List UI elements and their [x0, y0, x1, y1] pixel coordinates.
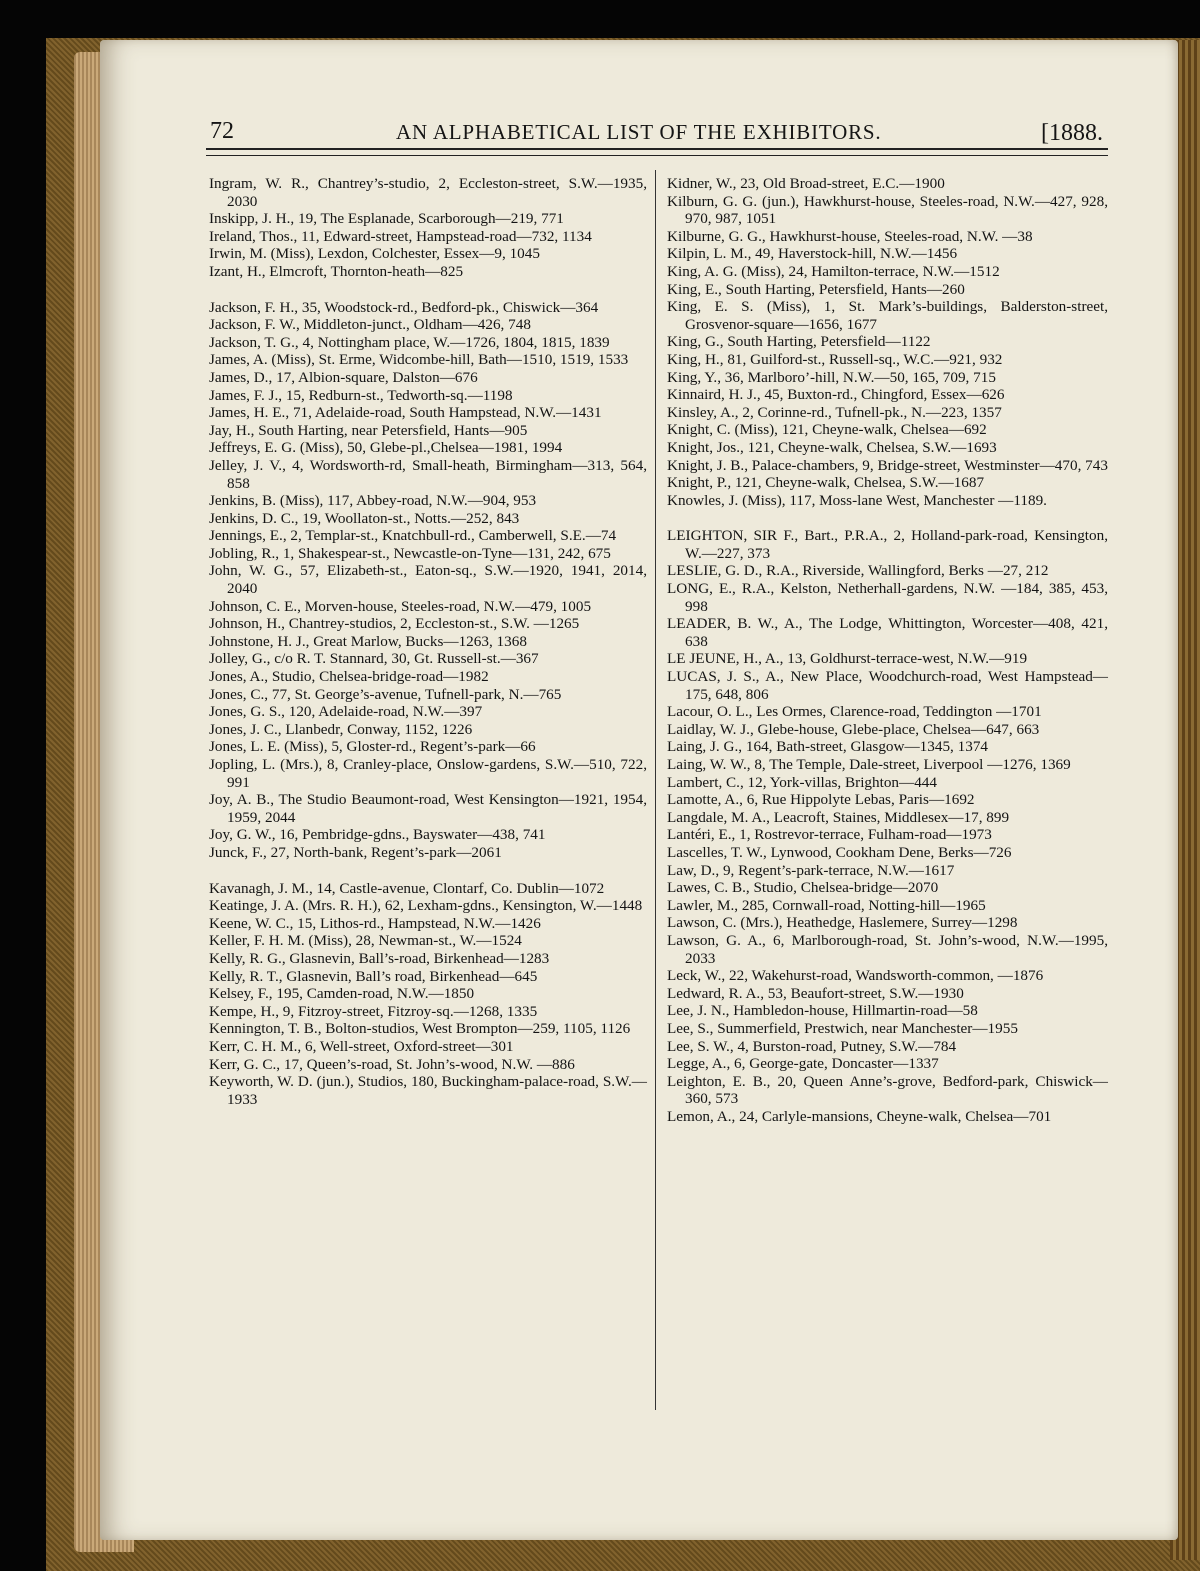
exhibitor-entry: Lascelles, T. W., Lynwood, Cookham Dene, Berks—726 [667, 843, 1012, 861]
exhibitor-entry: John, W. G., 57, Elizabeth-st., Eaton-sq., S.W.—1920, 1941, 2014, 2040 [209, 562, 647, 598]
exhibitor-entry: Lawson, G. A., 6, Marlborough-road, St. John’s-wood, N.W.—1995, 2033 [667, 931, 1108, 967]
exhibitor-entry: Kennington, T. B., Bolton-studios, West Brompton—259, 1105, 1126 [209, 1020, 631, 1038]
exhibitor-entry: LE JEUNE, H., A., 13, Goldhurst-terrace-west, N.W.—919 [667, 650, 1028, 668]
exhibitor-entry: Lawson, C. (Mrs.), Heathedge, Haslemere, Surrey—1298 [667, 914, 1018, 932]
exhibitor-entry: Laing, W. W., 8, The Temple, Dale-street, Liverpool —1276, 1369 [667, 756, 1071, 773]
exhibitor-entry: Lee, S., Summerfield, Prestwich, near Manchester—1955 [667, 1019, 1018, 1037]
exhibitor-entry: King, Y., 36, Marlboro’-hill, N.W.—50, 165, 709, 715 [667, 368, 996, 386]
exhibitor-entry: Jopling, L. (Mrs.), 8, Cranley-place, Onslow-gardens, S.W.—510, 722, 991 [209, 756, 647, 791]
exhibitor-entry: Kelly, R. G., Glasnevin, Ball’s-road, Birkenhead—1283 [209, 949, 550, 967]
exhibitor-entry: Johnson, C. E., Morven-house, Steeles-road, N.W.—479, 1005 [209, 597, 592, 615]
entry-group [667, 527, 1108, 1125]
exhibitor-entry: LONG, E., R.A., Kelston, Netherhall-gardens, N.W. —184, 385, 453, 998 [667, 580, 1108, 615]
exhibitor-entry: King, H., 81, Guilford-st., Russell-sq., W.C.—921, 932 [667, 350, 1003, 368]
exhibitor-entry: Kinnaird, H. J., 45, Buxton-rd., Chingford, Essex—626 [667, 386, 1005, 404]
exhibitor-entry: Leck, W., 22, Wakehurst-road, Wandsworth-common, —1876 [667, 967, 1044, 985]
exhibitor-entry: James, H. E., 71, Adelaide-road, South Hampstead, N.W.—1431 [209, 404, 602, 422]
exhibitor-entry: Johnson, H., Chantrey-studios, 2, Eccleston-st., S.W. —1265 [209, 615, 580, 633]
exhibitor-entry: Lawes, C. B., Studio, Chelsea-bridge—2070 [667, 879, 939, 897]
exhibitor-entry: Jenkins, B. (Miss), 117, Abbey-road, N.W.—904, 953 [209, 492, 537, 510]
exhibitor-entry: Ingram, W. R., Chantrey’s-studio, 2, Eccleston-street, S.W.—1935, 2030 [209, 175, 647, 210]
exhibitor-entry: Keller, F. H. M. (Miss), 28, Newman-st., W.—1524 [209, 932, 522, 950]
exhibitor-entry: Knowles, J. (Miss), 117, Moss-lane West, Manchester —1189. [667, 491, 1047, 509]
exhibitor-entry: Lantéri, E., 1, Rostrevor-terrace, Fulham-road—1973 [667, 826, 992, 844]
exhibitor-entry: Jeffreys, E. G. (Miss), 50, Glebe-pl.,Chelsea—1981, 1994 [209, 439, 563, 457]
exhibitor-entry: Junck, F., 27, North-bank, Regent’s-park—2061 [209, 843, 502, 861]
right-column [667, 175, 1108, 1125]
page-header [210, 118, 1110, 158]
exhibitor-entry: Jennings, E., 2, Templar-st., Knatchbull-rd., Camberwell, S.E.—74 [209, 527, 617, 545]
exhibitor-entry: Jobling, R., 1, Shakespear-st., Newcastle-on-Tyne—131, 242, 675 [209, 544, 611, 562]
exhibitor-entry: James, F. J., 15, Redburn-st., Tedworth-sq.—1198 [209, 386, 513, 404]
exhibitor-entry: Kidner, W., 23, Old Broad-street, E.C.—1900 [667, 175, 945, 192]
exhibitor-entry: Kinsley, A., 2, Corinne-rd., Tufnell-pk., N.—223, 1357 [667, 403, 1002, 421]
exhibitor-entry: Lamotte, A., 6, Rue Hippolyte Lebas, Paris—1692 [667, 791, 975, 809]
exhibitor-entry: Joy, G. W., 16, Pembridge-gdns., Bayswater—438, 741 [209, 826, 546, 844]
exhibitor-entry: Leighton, E. B., 20, Queen Anne’s-grove, Bedford-park, Chiswick—360, 573 [667, 1072, 1108, 1108]
exhibitor-entry: Kerr, G. C., 17, Queen’s-road, St. John’s-wood, N.W. —886 [209, 1055, 575, 1073]
exhibitor-entry: Lee, S. W., 4, Burston-road, Putney, S.W.—784 [667, 1037, 957, 1055]
exhibitor-entry: Kelly, R. T., Glasnevin, Ball’s road, Birkenhead—645 [209, 967, 538, 985]
exhibitor-entry: Law, D., 9, Regent’s-park-terrace, N.W.—1617 [667, 861, 955, 879]
exhibitor-entry: Kilburne, G. G., Hawkhurst-house, Steeles-road, N.W. —38 [667, 227, 1033, 245]
column-divider [655, 170, 656, 1410]
exhibitor-entry: Knight, C. (Miss), 121, Cheyne-walk, Chelsea—692 [667, 421, 987, 439]
exhibitor-entry: LUCAS, J. S., A., New Place, Woodchurch-road, West Hampstead—175, 648, 806 [667, 668, 1108, 703]
exhibitor-entry: Lambert, C., 12, York-villas, Brighton—444 [667, 773, 937, 791]
exhibitor-entry: Keene, W. C., 15, Lithos-rd., Hampstead, N.W.—1426 [209, 914, 541, 932]
exhibitor-entry: King, E., South Harting, Petersfield, Hants—260 [667, 280, 965, 298]
exhibitor-entry: Izant, H., Elmcroft, Thornton-heath—825 [209, 262, 464, 280]
exhibitor-entry: Laing, J. G., 164, Bath-street, Glasgow—1345, 1374 [667, 738, 989, 756]
exhibitor-entry: King, G., South Harting, Petersfield—1122 [667, 333, 931, 351]
exhibitor-entry: Jones, C., 77, St. George’s-avenue, Tufnell-park, N.—765 [209, 685, 562, 703]
entry-group [209, 299, 647, 862]
exhibitor-entry: Knight, J. B., Palace-chambers, 9, Bridge-street, Westminster—470, 743 [667, 456, 1108, 474]
page-title: AN ALPHABETICAL LIST OF THE EXHIBITORS. [396, 120, 882, 144]
exhibitor-entry: Knight, Jos., 121, Cheyne-walk, Chelsea, S.W.—1693 [667, 438, 997, 456]
exhibitor-entry: Kelsey, F., 195, Camden-road, N.W.—1850 [209, 985, 475, 1003]
exhibitor-entry: Ledward, R. A., 53, Beaufort-street, S.W.—1930 [667, 984, 964, 1002]
exhibitor-entry: Legge, A., 6, George-gate, Doncaster—1337 [667, 1055, 939, 1073]
exhibitor-entry: Lacour, O. L., Les Ormes, Clarence-road, Teddington —1701 [667, 703, 1042, 721]
exhibitor-entry: King, A. G. (Miss), 24, Hamilton-terrace, N.W.—1512 [667, 262, 1000, 280]
exhibitor-entry: Ireland, Thos., 11, Edward-street, Hampstead-road—732, 1134 [209, 227, 592, 245]
exhibitor-entry: Jenkins, D. C., 19, Woollaton-st., Notts.—252, 843 [209, 509, 520, 527]
exhibitor-entry: Langdale, M. A., Leacroft, Staines, Middlesex—17, 899 [667, 808, 1010, 826]
exhibitor-entry: Lawler, M., 285, Cornwall-road, Notting-hill—1965 [667, 896, 986, 914]
exhibitor-entry: Jackson, T. G., 4, Nottingham place, W.—1726, 1804, 1815, 1839 [209, 333, 610, 351]
exhibitor-entry: Jackson, F. W., Middleton-junct., Oldham—426, 748 [209, 316, 531, 334]
entry-group [667, 175, 1108, 509]
exhibitor-entry: James, D., 17, Albion-square, Dalston—676 [209, 368, 478, 386]
exhibitor-entry: LESLIE, G. D., R.A., Riverside, Wallingford, Berks —27, 212 [667, 562, 1049, 580]
exhibitor-entry: Irwin, M. (Miss), Lexdon, Colchester, Essex—9, 1045 [209, 245, 540, 263]
exhibitor-entry: Keyworth, W. D. (jun.), Studios, 180, Buckingham-palace-road, S.W.—1933 [209, 1073, 647, 1108]
exhibitor-entry: Lemon, A., 24, Carlyle-mansions, Cheyne-walk, Chelsea—701 [667, 1107, 1052, 1125]
left-column [209, 175, 647, 1108]
exhibitor-entry: Jones, G. S., 120, Adelaide-road, N.W.—397 [209, 703, 483, 721]
exhibitor-entry: Kempe, H., 9, Fitzroy-street, Fitzroy-sq.—1268, 1335 [209, 1002, 538, 1020]
exhibitor-entry: Jackson, F. H., 35, Woodstock-rd., Bedford-pk., Chiswick—364 [209, 298, 599, 316]
exhibitor-entry: Lee, J. N., Hambledon-house, Hillmartin-road—58 [667, 1002, 978, 1020]
exhibitor-entry: Jones, A., Studio, Chelsea-bridge-road—1982 [209, 668, 489, 686]
exhibitor-entry: Joy, A. B., The Studio Beaumont-road, West Kensington—1921, 1954, 1959, 2044 [209, 791, 647, 826]
exhibitor-entry: Inskipp, J. H., 19, The Esplanade, Scarborough—219, 771 [209, 210, 564, 228]
header-rule [206, 148, 1108, 150]
exhibitor-entry: Kilburn, G. G. (jun.), Hawkhurst-house, Steeles-road, N.W.—427, 928, 970, 987, 1051 [667, 192, 1108, 228]
exhibitor-entry: Laidlay, W. J., Glebe-house, Glebe-place, Chelsea—647, 663 [667, 720, 1040, 738]
exhibitor-entry: Jolley, G., c/o R. T. Stannard, 30, Gt. Russell-st.—367 [209, 650, 539, 668]
exhibitor-entry: Johnstone, H. J., Great Marlow, Bucks—1263, 1368 [209, 632, 527, 650]
page-year: [1888. [1041, 120, 1103, 146]
exhibitor-entry: Kavanagh, J. M., 14, Castle-avenue, Clontarf, Co. Dublin—1072 [209, 879, 605, 897]
exhibitor-entry: LEIGHTON, SIR F., Bart., P.R.A., 2, Holland-park-road, Kensington, W.—227, 373 [667, 527, 1108, 562]
exhibitor-entry: King, E. S. (Miss), 1, St. Mark’s-buildings, Balderston-street, Grosvenor-square—1656, 1677 [667, 298, 1108, 333]
exhibitor-entry: Knight, P., 121, Cheyne-walk, Chelsea, S.W.—1687 [667, 474, 985, 492]
exhibitor-entry: Jelley, J. V., 4, Wordsworth-rd, Small-heath, Birmingham—313, 564, 858 [209, 456, 647, 492]
exhibitor-entry: Jay, H., South Harting, near Petersfield, Hants—905 [209, 421, 528, 439]
exhibitor-entry: Kilpin, L. M., 49, Haverstock-hill, N.W.—1456 [667, 245, 958, 263]
entry-group [209, 175, 647, 281]
entry-group [209, 880, 647, 1109]
page-number: 72 [210, 118, 234, 144]
exhibitor-entry: James, A. (Miss), St. Erme, Widcombe-hill, Bath—1510, 1519, 1533 [209, 351, 629, 369]
header-rule-thin [206, 155, 1108, 156]
exhibitor-entry: LEADER, B. W., A., The Lodge, Whittington, Worcester—408, 421, 638 [667, 615, 1108, 650]
exhibitor-entry: Jones, L. E. (Miss), 5, Gloster-rd., Regent’s-park—66 [209, 738, 536, 756]
exhibitor-entry: Keatinge, J. A. (Mrs. R. H.), 62, Lexham-gdns., Kensington, W.—1448 [209, 897, 643, 915]
exhibitor-entry: Jones, J. C., Llanbedr, Conway, 1152, 1226 [209, 720, 473, 738]
exhibitor-entry: Kerr, C. H. M., 6, Well-street, Oxford-street—301 [209, 1037, 514, 1055]
